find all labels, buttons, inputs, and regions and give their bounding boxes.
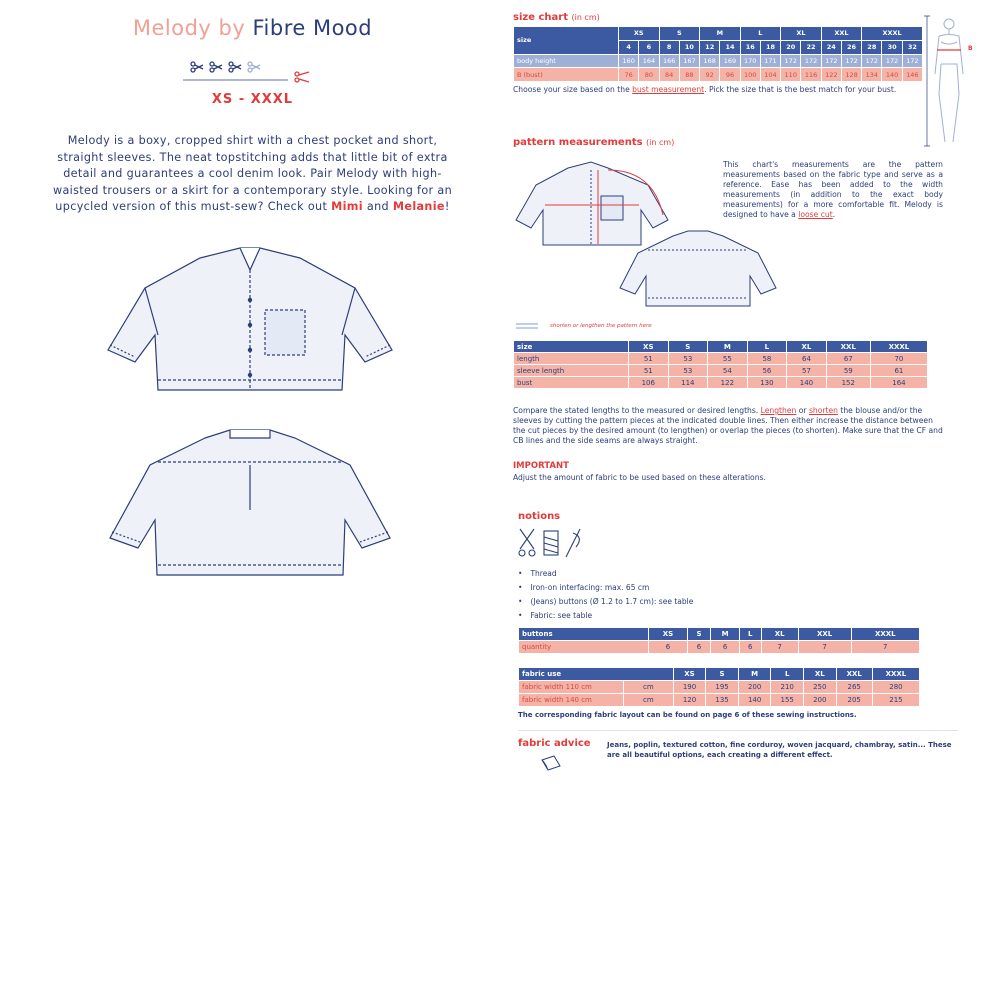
cell: 200 [738,681,771,694]
cell: 250 [803,681,836,694]
scissors-icon [519,529,535,556]
table-row [514,365,928,377]
cell: 168 [700,54,720,68]
header-cell: M [708,341,748,353]
cell: 88 [679,68,699,82]
pattern-description [50,133,455,216]
header-cell: XXXL [872,668,919,681]
row-label-body-height: body height [514,54,619,68]
bust-measurement-link[interactable]: bust measurement [632,85,705,94]
fabric-advice-block [518,738,963,778]
size-chart-size: L [740,27,781,41]
header-cell: S [668,341,708,353]
size-chart-size: XS [619,27,660,41]
header-cell: XXL [836,668,872,681]
cell: 57 [787,365,827,377]
body-figure-icon [923,14,973,149]
notions-icons [518,527,598,559]
subsize-cell: 6 [639,40,659,54]
cell: 164 [870,377,927,389]
cell: 55 [708,353,748,365]
cell: 215 [872,694,919,707]
cell: 170 [740,54,760,68]
cell: 190 [673,681,706,694]
compare-instructions: Compare the stated lengths to the measured or desired lengths. Lengthen or shorten the blouse and/or the sleeves by cutting the pattern pieces at the indicated double lines. Then either increase the distance between the cut pieces by the desired amount (to lengthen) or overlap the pieces (to shorten). Make sure that the CF and CB lines and the side seams are always straight. [513,406,943,445]
cell: 160 [619,54,639,68]
table-row [514,68,923,82]
pattern-measurements-table [513,340,928,389]
cell: 64 [787,353,827,365]
list-item: • Thread [518,569,963,578]
header-cell: XL [761,628,798,641]
header-cell: M [711,628,740,641]
subsize-cell: 10 [679,40,699,54]
cell: 6 [649,641,688,654]
header-cell: M [738,668,771,681]
cell: 140 [787,377,827,389]
size-chart-note: Choose your size based on the bust measurement. Pick the size that is the best match for your bust. [513,85,897,94]
cell: 120 [673,694,706,707]
cell: 56 [747,365,787,377]
description-text: Melody is a boxy, cropped shirt with a chest pocket and short, straight sleeves. The neat topstitching adds that little bit of extra detail and guarantees a cool denim look. Pair Melody with high-waisted trousers or a skirt for a contemporary style. Looking for an upcycled version of this must-sew? Check out [52,134,453,213]
needle-icon [566,529,580,557]
cell: 96 [720,68,740,82]
notions-title: notions [518,511,561,522]
subsize-cell: 18 [760,40,780,54]
cell: 6 [687,641,710,654]
cell: 265 [836,681,872,694]
double-line-icon [516,323,538,329]
cell: 134 [862,68,882,82]
cell: 172 [821,54,841,68]
header-cell: XL [787,341,827,353]
size-chart-size: M [700,27,741,41]
cell: 128 [841,68,861,82]
subsize-cell: 4 [619,40,639,54]
cell: 110 [781,68,801,82]
link-melanie[interactable]: Melanie [392,200,445,213]
buttons-table [518,627,920,654]
shirt-front-illustration [108,248,392,390]
cell: 172 [902,54,922,68]
cell: 54 [708,365,748,377]
cell: 167 [679,54,699,68]
subsize-cell: 12 [700,40,720,54]
cell: 140 [882,68,902,82]
header-cell: XS [649,628,688,641]
header-cell: size [514,341,629,353]
cell: 6 [711,641,740,654]
cell: 80 [639,68,659,82]
header-cell: XS [673,668,706,681]
pattern-measurements-block [513,148,963,328]
cell: 172 [882,54,902,68]
cell: 210 [771,681,804,694]
cell: 51 [629,365,669,377]
cell: 59 [826,365,870,377]
cell: 172 [841,54,861,68]
cell: 92 [700,68,720,82]
cell: 6 [739,641,761,654]
table-row [519,641,920,654]
header-cell: XXXL [851,628,919,641]
cell: 122 [821,68,841,82]
left-column [40,12,465,216]
cell: 76 [619,68,639,82]
shorten-link[interactable]: shorten [808,406,838,415]
cell: 172 [801,54,821,68]
row-label: bust [514,377,629,389]
header-cell: fabric use [519,668,674,681]
header-cell: XXL [826,341,870,353]
unit-cell: cm [624,694,674,707]
fabric-use-table [518,667,920,707]
cell: 172 [781,54,801,68]
header-cell: XS [629,341,669,353]
table-row [514,377,928,389]
brand-title [40,16,465,40]
cell: 140 [738,694,771,707]
cell: 164 [639,54,659,68]
row-label-bust: B (bust) [514,68,619,82]
right-column [513,12,973,778]
header-cell: S [706,668,739,681]
header-cell: XL [803,668,836,681]
pattern-measurements-title: pattern measurements (in cm) [513,137,675,148]
cell: 135 [706,694,739,707]
size-chart-header-size: size [514,27,619,55]
cell: 53 [668,365,708,377]
fabric-advice-text: Jeans, poplin, textured cotton, fine corduroy, woven jacquard, chambray, satin... These are all beautiful options, each creating a different effect. [607,741,952,759]
row-label: fabric width 140 cm [519,694,624,707]
fabric-advice-title: fabric advice [518,738,591,749]
row-label: length [514,353,629,365]
header-cell: XXL [798,628,851,641]
subsize-cell: 28 [862,40,882,54]
fabric-swatch-icon [540,752,562,772]
brand-part1: Melody by [132,16,246,40]
list-item: • Fabric: see table [518,611,963,620]
subsize-cell: 8 [659,40,679,54]
row-label: quantity [519,641,649,654]
cell: 146 [902,68,922,82]
subsize-cell: 20 [781,40,801,54]
cell: 280 [872,681,919,694]
cell: 166 [659,54,679,68]
cell: 70 [870,353,927,365]
cell: 104 [760,68,780,82]
header-cell: L [739,628,761,641]
cell: 116 [801,68,821,82]
shorten-legend [516,323,652,329]
cell: 152 [826,377,870,389]
link-mimi[interactable]: Mimi [331,200,363,213]
size-chart-table [513,26,923,82]
cell: 7 [798,641,851,654]
size-chart-size: S [659,27,700,41]
notions-list [518,569,963,620]
brand-part2: Fibre Mood [252,16,373,40]
list-item: • Iron-on interfacing: max. 65 cm [518,583,963,592]
table-row [519,694,920,707]
row-label: sleeve length [514,365,629,377]
cell: 169 [720,54,740,68]
table-row [514,54,923,68]
pattern-description: This chart's measurements are the pattern measurements based on the fabric type and serve as a reference. Ease has been added to the width measurements (in addition to the exact body measurements) for a more comfortable fit. Melody is designed to have a loose cut. [723,160,943,219]
shirt-back-illustration [110,430,390,575]
subsize-cell: 24 [821,40,841,54]
cell: 171 [760,54,780,68]
subsize-cell: 22 [801,40,821,54]
subsize-cell: 30 [882,40,902,54]
cell: 7 [761,641,798,654]
cell: 106 [629,377,669,389]
subsize-cell: 26 [841,40,861,54]
cell: 67 [826,353,870,365]
cell: 58 [747,353,787,365]
cell: 7 [851,641,919,654]
cell: 61 [870,365,927,377]
cell: 51 [629,353,669,365]
cell: 155 [771,694,804,707]
header-cell: S [687,628,710,641]
table-row [514,353,928,365]
cell: 114 [668,377,708,389]
cell: 172 [862,54,882,68]
size-chart-size: XXXL [862,27,923,41]
thread-spool-icon [544,531,558,555]
scissors-divider-icon [183,56,323,84]
header-cell: L [747,341,787,353]
fabric-layout-note: The corresponding fabric layout can be found on page 6 of these sewing instructions. [518,711,857,719]
shorten-legend-label: shorten or lengthen the pattern here [550,323,652,329]
body-figure-label-b: B [968,45,973,52]
cell: 100 [740,68,760,82]
row-label: fabric width 110 cm [519,681,624,694]
table-row [519,681,920,694]
list-item: • (Jeans) buttons (Ø 1.2 to 1.7 cm): see table [518,597,963,606]
cell: 200 [803,694,836,707]
cell: 195 [706,681,739,694]
size-chart-title: size chart (in cm) [513,12,600,23]
header-cell: L [771,668,804,681]
cell: 53 [668,353,708,365]
important-title: IMPORTANT [513,461,569,471]
shirt-illustrations [100,240,400,580]
size-chart-size: XXL [821,27,862,41]
important-text: Adjust the amount of fabric to be used based on these alterations. [513,473,766,482]
subsize-cell: 14 [720,40,740,54]
size-chart-size: XL [781,27,822,41]
cell: 130 [747,377,787,389]
header-cell: buttons [519,628,649,641]
description-end: ! [444,200,450,213]
loose-cut-link[interactable]: loose cut [798,210,833,219]
unit-cell: cm [624,681,674,694]
cell: 122 [708,377,748,389]
pattern-back-illustration [618,228,778,308]
subsize-cell: 16 [740,40,760,54]
lengthen-link[interactable]: Lengthen [760,406,797,415]
size-range: XS - XXXL [211,92,294,107]
header-cell: XXXL [870,341,927,353]
cell: 84 [659,68,679,82]
subsize-cell: 32 [902,40,922,54]
description-and: and [366,200,389,213]
divider [518,730,958,731]
cell: 205 [836,694,872,707]
